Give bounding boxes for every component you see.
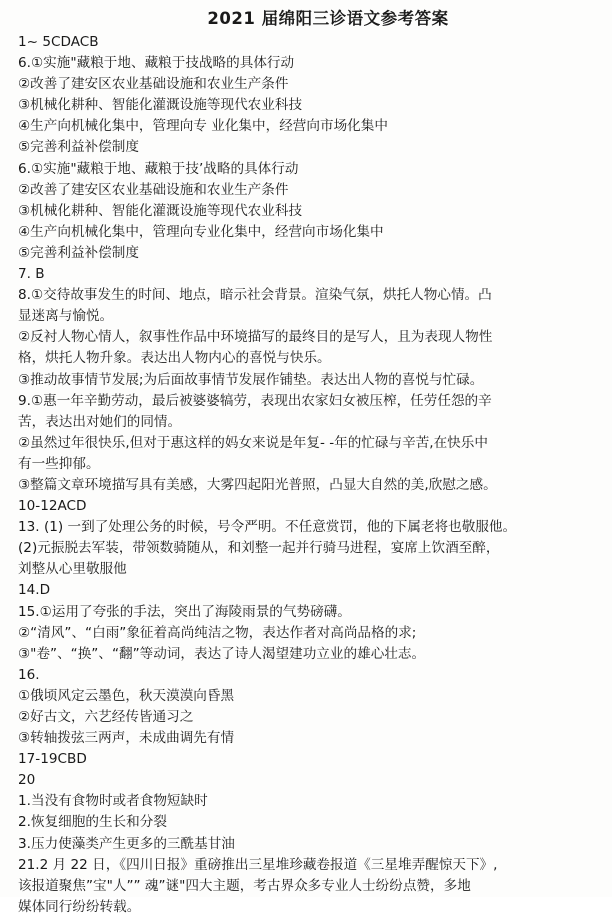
answer-line: 1~ 5CDACB xyxy=(18,34,99,50)
answer-line: ③机械化耕种、智能化灌溉设施等现代农业科技 xyxy=(18,202,303,219)
answer-line: 20 xyxy=(18,772,36,789)
answer-line: ②改善了建安区农业基础设施和农业生产条件 xyxy=(18,76,289,93)
answer-line: ⑤完善利益补偿制度 xyxy=(18,244,139,261)
answer-line: ②虽然过年很快乐,但对于惠这样的妈女来说是年复- -年的忙碌与辛苦,在快乐中 xyxy=(18,434,488,451)
answer-line: 苦，表达出对她们的同情。 xyxy=(18,413,182,430)
answer-line: 17-19CBD xyxy=(18,751,87,768)
answer-line: ②反衬人物心情人，叙事性作品中环境描写的最终目的是写人，且为表现人物性 xyxy=(18,329,493,346)
answer-line: ③机械化耕种、智能化灌溉设施等现代农业科技 xyxy=(18,97,303,114)
answer-line: ⑤完善利益补偿制度 xyxy=(18,139,139,156)
answer-line: 6.①实施"藏粮于地、藏粮于技战略的具体行动 xyxy=(18,55,295,72)
document-title: 2021 届绵阳三诊语文参考答案 xyxy=(207,9,449,28)
answer-line: 有一些抑郁。 xyxy=(18,455,100,472)
answer-line: 10-12ACD xyxy=(18,498,87,515)
answer-line: 媒体同行纷纷转载。 xyxy=(18,898,141,915)
answer-line: 9.①惠一年辛勤劳动，最后被婆婆犒劳，表现出农家妇女被压榨，任劳任怨的辛 xyxy=(18,392,492,409)
answer-lines xyxy=(18,32,598,918)
answer-line: 3.压力使藻类产生更多的三酰基甘油 xyxy=(18,835,235,852)
answer-line: ③推动故事情节发展;为后面故事情节发展作铺垫。表达出人物的喜悦与忙碌。 xyxy=(18,371,484,388)
answer-line: ②“清风”、“白雨”象征着高尚纯洁之物，表达作者对高尚品格的求; xyxy=(18,624,417,641)
answer-line: (2)元振脱去军装，带领数骑随从，和刘整一起并行骑马进程，宴席上饮酒至醉， xyxy=(18,540,500,557)
answer-line: ④生产向机械化集中，管理向专业化集中，经营向市场化集中 xyxy=(18,223,384,240)
answer-line: 7. B xyxy=(18,266,45,283)
answer-line: ③"卷”、“换”、“翻”等动词，表达了诗人渴望建功立业的雄心壮志。 xyxy=(18,645,426,662)
answer-line: ④生产向机械化集中，管理向专 业化集中，经营向市场化集中 xyxy=(18,118,388,135)
answer-line: ②好古文，六艺经传皆通习之 xyxy=(18,709,194,725)
answer-line: ③转轴拨弦三两声，未成曲调先有情 xyxy=(18,730,235,747)
answer-line: 1.当没有食物时或者食物短缺时 xyxy=(18,793,208,810)
answer-line: 15.①运用了夸张的手法，突出了海陵雨景的气势磅礴。 xyxy=(18,603,351,620)
answer-line: 2.恢复细胞的生长和分裂 xyxy=(18,814,167,831)
answer-line: 16. xyxy=(18,666,40,683)
answer-line: 显迷离与愉悦。 xyxy=(18,308,114,325)
answer-line: 6.①实施"藏粮于地、藏粮于技’战略的具体行动 xyxy=(18,160,299,177)
answer-line: 刘整从心里敬服他 xyxy=(18,561,127,578)
answer-line: 该报道聚焦”宝"人”” 魂”谜"四大主题，考古界众多专业人士纷纷点赞，多地 xyxy=(18,877,471,894)
answer-line: 格，烘托人物升象。表达出人物内心的喜悦与快乐。 xyxy=(18,350,331,367)
answer-line: 14.D xyxy=(18,582,51,599)
answer-line: 8.①交待故事发生的时间、地点，暗示社会背景。渲染气氛，烘托人物心情。凸 xyxy=(18,287,492,304)
answer-line: ③整篇文章环境描写具有美感，大雾四起阳光普照，凸显大自然的美,欣慰之感。 xyxy=(18,476,497,493)
answer-line: ②改善了建安区农业基础设施和农业生产条件 xyxy=(18,181,289,198)
answer-line: 21.2 月 22 日，《四川日报》重磅推出三星堆珍藏卷报道《三星堆弄醒惊天下》, xyxy=(18,856,498,873)
answer-line: 13. (1) 一到了处理公务的时候，号令严明。不任意赏罚，他的下属老将也敬服他。 xyxy=(18,519,517,536)
answer-line: ①俄顷风定云墨色，秋天漠漠向昏黑 xyxy=(18,687,235,704)
